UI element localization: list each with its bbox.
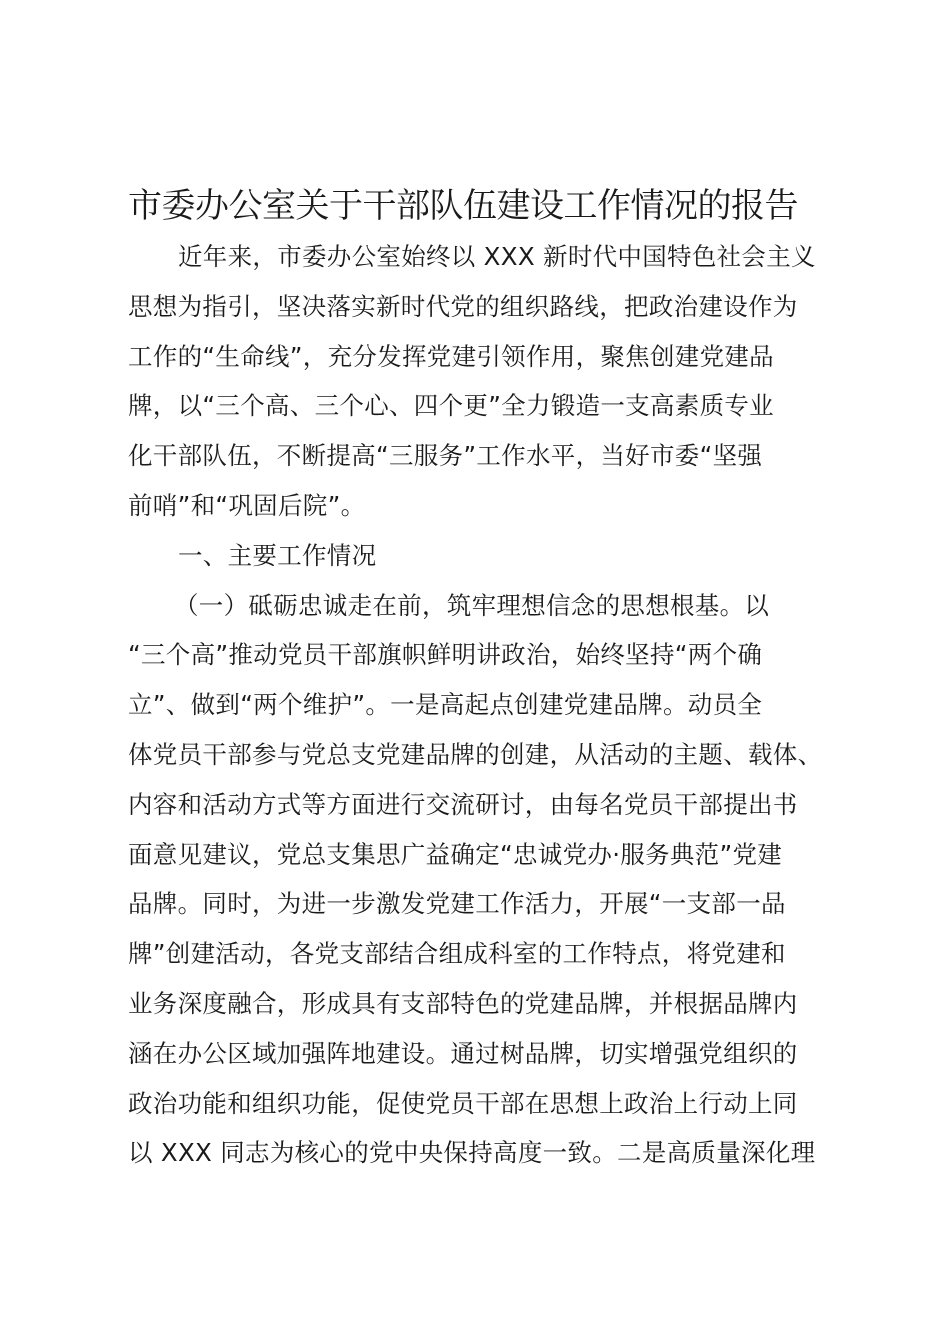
document-body xyxy=(128,232,834,1178)
paragraph-line: 涵在办公区域加强阵地建设。通过树品牌，切实增强党组织的 xyxy=(128,1038,798,1068)
section-heading: 一、主要工作情况 xyxy=(178,540,377,570)
paragraph-line: 思想为指引，坚决落实新时代党的组织路线，把政治建设作为 xyxy=(128,291,798,321)
paragraph-line: 业务深度融合，形成具有支部特色的党建品牌，并根据品牌内 xyxy=(128,988,798,1018)
paragraph-line: 工作的“生命线”，充分发挥党建引领作用，聚焦创建党建品 xyxy=(128,341,774,371)
paragraph-line: 牌”创建活动，各党支部结合组成科室的工作特点，将党建和 xyxy=(128,939,786,969)
paragraph-line: 内容和活动方式等方面进行交流研讨，由每名党员干部提出书 xyxy=(128,789,798,819)
paragraph-line: 化干部队伍，不断提高“三服务”工作水平，当好市委“坚强 xyxy=(128,441,763,471)
paragraph-line: 面意见建议，党总支集思广益确定“忠诚党办·服务典范”党建 xyxy=(128,839,783,869)
paragraph-line: 牌，以“三个高、三个心、四个更”全力锻造一支高素质专业 xyxy=(128,391,774,421)
document-title: 市委办公室关于干部队伍建设工作情况的报告 xyxy=(128,186,798,226)
paragraph-line: 近年来，市委办公室始终以 XXX 新时代中国特色社会主义 xyxy=(178,242,816,271)
paragraph-line: “三个高”推动党员干部旗帜鲜明讲政治，始终坚持“两个确 xyxy=(128,640,763,670)
paragraph-line: 以 XXX 同志为核心的党中央保持高度一致。二是高质量深化理 xyxy=(128,1138,816,1168)
paragraph-line: 政治功能和组织功能，促使党员干部在思想上政治上行动上同 xyxy=(128,1088,798,1118)
paragraph-line: 前哨”和“巩固后院”。 xyxy=(128,490,366,520)
paragraph-line: 品牌。同时，为进一步激发党建工作活力，开展“一支部一品 xyxy=(128,889,786,919)
paragraph-line: 立”、做到“两个维护”。一是高起点创建党建品牌。动员全 xyxy=(128,690,763,720)
paragraph-line: （一）砥砺忠诚走在前，筑牢理想信念的思想根基。以 xyxy=(174,590,770,620)
paragraph-line: 体党员干部参与党总支党建品牌的创建，从活动的主题、载体、 xyxy=(128,739,823,769)
